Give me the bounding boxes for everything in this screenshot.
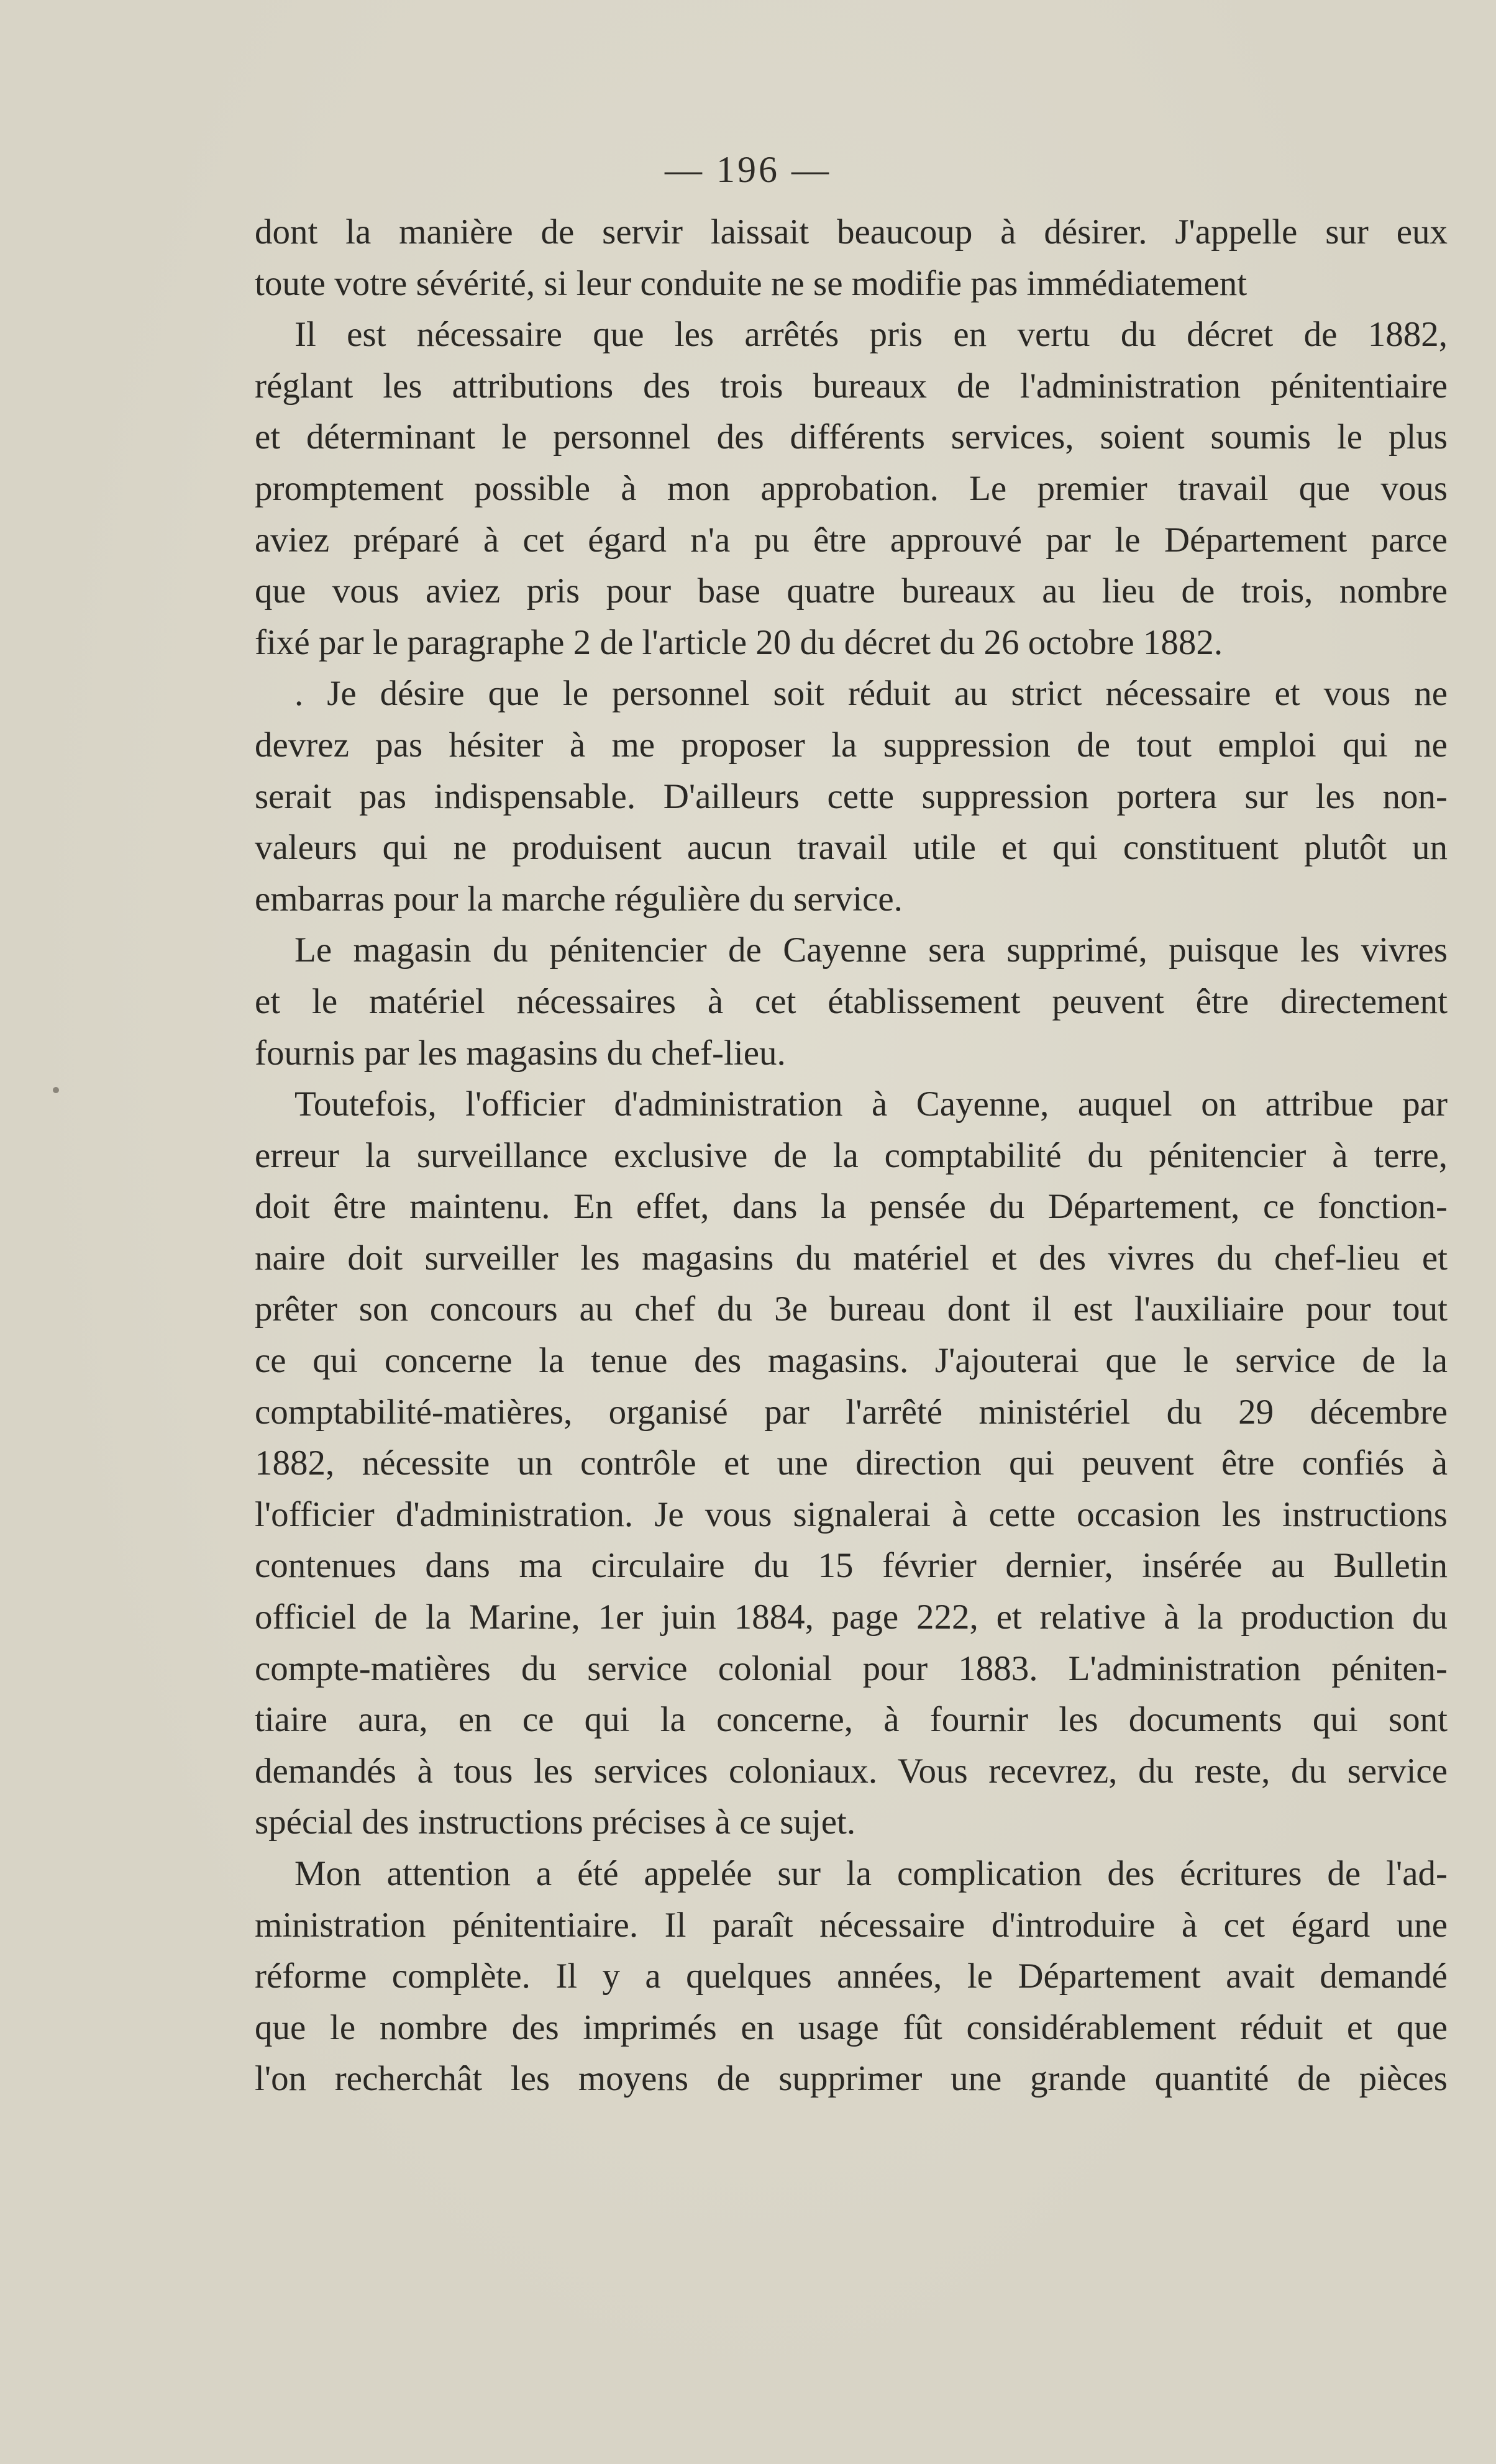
text-line: officiel de la Marine, 1er juin 1884, page 222, et relative à la production du bbox=[255, 1598, 1448, 1637]
paper-spot bbox=[53, 1087, 59, 1093]
text-line: réglant les attributions des trois bureaux de l'administration pénitentiaire bbox=[255, 366, 1448, 406]
text-line: l'on recherchât les moyens de supprimer une grande quantité de pièces bbox=[255, 2059, 1448, 2099]
text-line: dont la manière de servir laissait beaucoup à désirer. J'appelle sur eux bbox=[255, 212, 1448, 252]
text-line: . Je désire que le personnel soit réduit au strict nécessaire et vous ne bbox=[294, 674, 1448, 714]
text-line: promptement possible à mon approbation. Le premier travail que vous bbox=[255, 468, 1448, 508]
text-line: ce qui concerne la tenue des magasins. J'ajouterai que le service de la bbox=[255, 1341, 1448, 1381]
text-line: Toutefois, l'officier d'administration à Cayenne, auquel on attribue par bbox=[294, 1084, 1448, 1124]
text-line: que vous aviez pris pour base quatre bureaux au lieu de trois, nombre bbox=[255, 571, 1448, 611]
text-line: naire doit surveiller les magasins du matériel et des vivres du chef-lieu et bbox=[255, 1238, 1448, 1278]
text-line: réforme complète. Il y a quelques années, le Département avait demandé bbox=[255, 1957, 1448, 1996]
text-line: valeurs qui ne produisent aucun travail utile et qui constituent plutôt un bbox=[255, 828, 1448, 868]
text-line: aviez préparé à cet égard n'a pu être approuvé par le Département parce bbox=[255, 520, 1448, 560]
text-line: demandés à tous les services coloniaux. Vous recevrez, du reste, du service bbox=[255, 1751, 1448, 1791]
text-line: et le matériel nécessaires à cet établissement peuvent être directement bbox=[255, 981, 1448, 1021]
text-line: serait pas indispensable. D'ailleurs cette suppression portera sur les non- bbox=[255, 776, 1448, 816]
text-line: 1882, nécessite un contrôle et une direction qui peuvent être confiés à bbox=[255, 1443, 1448, 1483]
text-line: que le nombre des imprimés en usage fût considérablement réduit et que bbox=[255, 2007, 1448, 2047]
text-line: fixé par le paragraphe 2 de l'article 20 du décret du 26 octobre 1882. bbox=[255, 622, 1223, 662]
text-line: tiaire aura, en ce qui la concerne, à fournir les documents qui sont bbox=[255, 1700, 1448, 1740]
text-line: devrez pas hésiter à me proposer la suppression de tout emploi qui ne bbox=[255, 725, 1448, 765]
text-line: compte-matières du service colonial pour 1883. L'administration péniten- bbox=[255, 1648, 1448, 1688]
text-line: toute votre sévérité, si leur conduite ne se modifie pas immédiatement bbox=[255, 263, 1247, 303]
text-line: Le magasin du pénitencier de Cayenne sera supprimé, puisque les vivres bbox=[294, 930, 1448, 970]
text-line: prêter son concours au chef du 3e bureau dont il est l'auxiliaire pour tout bbox=[255, 1289, 1448, 1329]
text-line: erreur la surveillance exclusive de la comptabilité du pénitencier à terre, bbox=[255, 1135, 1448, 1175]
text-line: Il est nécessaire que les arrêtés pris en vertu du décret de 1882, bbox=[294, 315, 1448, 355]
body-text bbox=[255, 207, 1448, 2105]
text-line: doit être maintenu. En effet, dans la pensée du Département, ce fonction- bbox=[255, 1187, 1448, 1227]
text-line: Mon attention a été appelée sur la complication des écritures de l'ad- bbox=[294, 1854, 1448, 1893]
text-line: contenues dans ma circulaire du 15 février dernier, insérée au Bulletin bbox=[255, 1546, 1448, 1586]
text-line: fournis par les magasins du chef-lieu. bbox=[255, 1033, 786, 1073]
page-number: — 196 — bbox=[665, 149, 831, 190]
text-line: embarras pour la marche régulière du service. bbox=[255, 879, 903, 919]
text-line: ministration pénitentiaire. Il paraît nécessaire d'introduire à cet égard une bbox=[255, 1905, 1448, 1945]
text-line: comptabilité-matières, organisé par l'arrêté ministériel du 29 décembre bbox=[255, 1392, 1448, 1432]
text-line: spécial des instructions précises à ce sujet. bbox=[255, 1803, 856, 1842]
text-line: et déterminant le personnel des différents services, soient soumis le plus bbox=[255, 417, 1448, 457]
text-line: l'officier d'administration. Je vous signalerai à cette occasion les instructions bbox=[255, 1494, 1448, 1534]
